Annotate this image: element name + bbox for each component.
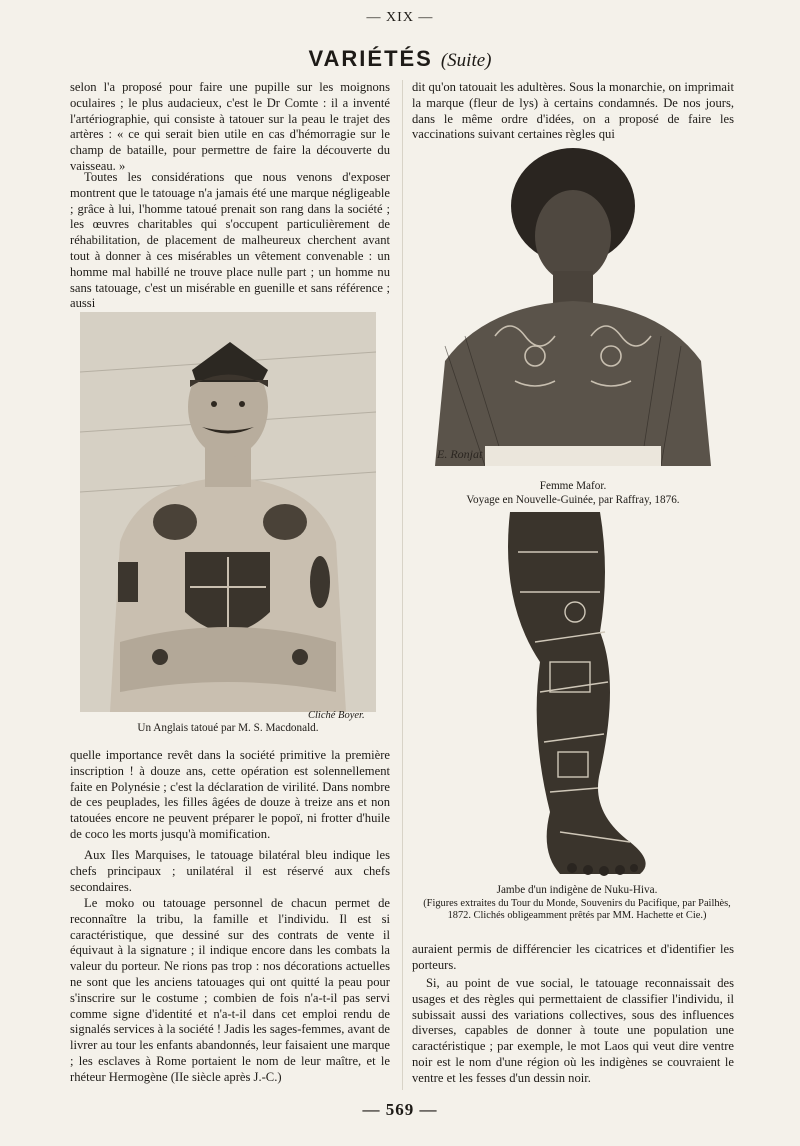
- caption-leg-line1: Jambe d'un indigène de Nuku-Hiva.: [496, 884, 658, 896]
- caption-leg-line2: (Figures extraites du Tour du Monde, Souvenirs du Pacifique, par Pailhès, 1872. Clichés obligeamment prêtés par MM. Hachette et Cie.): [423, 897, 731, 921]
- left-paragraph-4: Aux Iles Marquises, le tatouage bilatéral bleu indique les chefs principaux ; unilatéral il est réservé aux chefs secondaires.: [70, 848, 390, 894]
- femme-mafor-illustration: [425, 146, 721, 466]
- page-number-bottom: — 569 —: [362, 1100, 438, 1119]
- left-paragraph-1: selon l'a proposé pour faire une pupille sur les moignons oculaires ; le plus audacieux, c'est le Dr Comte : il a inventé l'artériographie, qui consiste à tatouer sur la peau le trajet des artères : « ce qui serait bien utile en cas d'hémorragie sur le champ de bataille, pour permettre de faire la découverte du vaisseau. »: [70, 80, 390, 173]
- photo-credit: Cliché Boyer.: [308, 710, 365, 721]
- engraver-signature: E. Ronjat: [437, 447, 483, 461]
- caption-femme-mafor-line2: Voyage en Nouvelle-Guinée, par Raffray, 1876.: [466, 493, 680, 506]
- tattooed-leg-illustration: [480, 512, 670, 878]
- right-paragraph-2: auraient permis de différencier les cicatrices et d'identifier les porteurs.: [412, 942, 734, 972]
- right-paragraph-1: dit qu'on tatouait les adultères. Sous la monarchie, on imprimait la marque (fleur de lys) à certains condamnés. De nos jours, dans le même ordre d'idées, on a proposé de faire les vaccinations suivant certaines règles qui: [412, 80, 734, 142]
- page-number-roman: — XIX —: [366, 10, 434, 25]
- left-paragraph-5: Le moko ou tatouage personnel de chacun permet de reconnaître la tribu, la famille et l'individu. Il est si caractéristique, que dessiné sur des contrats de vente il équivaut à la signature ; il indique encore dans les combats la valeur du porteur. Ne rions pas trop : nos décorations actuelles ne sont que les anciens tatouages qui ont quitté la peau pour s'inscrire sur le costume ; combien de fois n'a-t-il pas servi comme signe d'identité et n'a-t-il dans cet emploi rendu de signalés services à la société ! Jadis les sages-femmes, avant de livrer au tour les enfants abandonnés, leur faisaient une marque ; les esclaves à Rome portaient le nom de leur maître, et le rhéteur Hermogène (IIe siècle après J.-C.): [70, 896, 390, 1084]
- engraving-femme-mafor: [425, 146, 721, 466]
- left-paragraph-2: Toutes les considérations que nous venons d'exposer montrent que le tatouage n'a jamais été une marque négligeable ; grâce à lui, l'homme tatoué prenait son rang dans la société ; les œuvres charitables qui s'occupent particulièrement de réhabilitation, de placement de malheureux cherchent avant tout à donner à ces misérables un vêtement convenable : un homme mal habillé ne trouve place nulle part ; un homme nu sans tatouage, c'est un misérable en guenille et sans référence ; aussi: [70, 170, 390, 311]
- column-divider: [402, 80, 403, 1090]
- caption-leg: [412, 884, 742, 922]
- section-title-subtitle: (Suite): [440, 50, 492, 71]
- caption-femme-mafor: [425, 480, 721, 507]
- right-paragraph-3: Si, au point de vue social, le tatouage reconnaissait des usages et des règles qui permettaient de classifier l'individu, il subissait aussi des variations collectives, sous des influences diverses, capables de donner à toute une population une caractéristique ; par exemple, le mot Laos qui veut dire ventre noir est le nom d'une région où les indigènes se couvraient le ventre et les fesses d'un dessin noir.: [412, 976, 734, 1085]
- photo-tattooed-man: [80, 312, 376, 712]
- tattooed-man-illustration: [80, 312, 376, 712]
- illustration-tattooed-leg: [480, 512, 670, 878]
- section-title-main: VARIÉTÉS: [308, 46, 433, 71]
- left-paragraph-3: quelle importance revêt dans la société primitive la première inscription ! à douze ans, cette opération est solennellement faite en Polynésie ; c'est la déclaration de virilité. Dans nombre de ces peuplades, les filles âgées de douze à treize ans et non tatouées encore ne peuvent préparer le popoï, ni frotter d'huile de coco les morts jusqu'à momification.: [70, 748, 390, 841]
- caption-tattooed-man: Un Anglais tatoué par M. S. Macdonald.: [137, 722, 319, 734]
- caption-femme-mafor-line1: Femme Mafor.: [539, 480, 607, 492]
- section-title: [0, 46, 800, 72]
